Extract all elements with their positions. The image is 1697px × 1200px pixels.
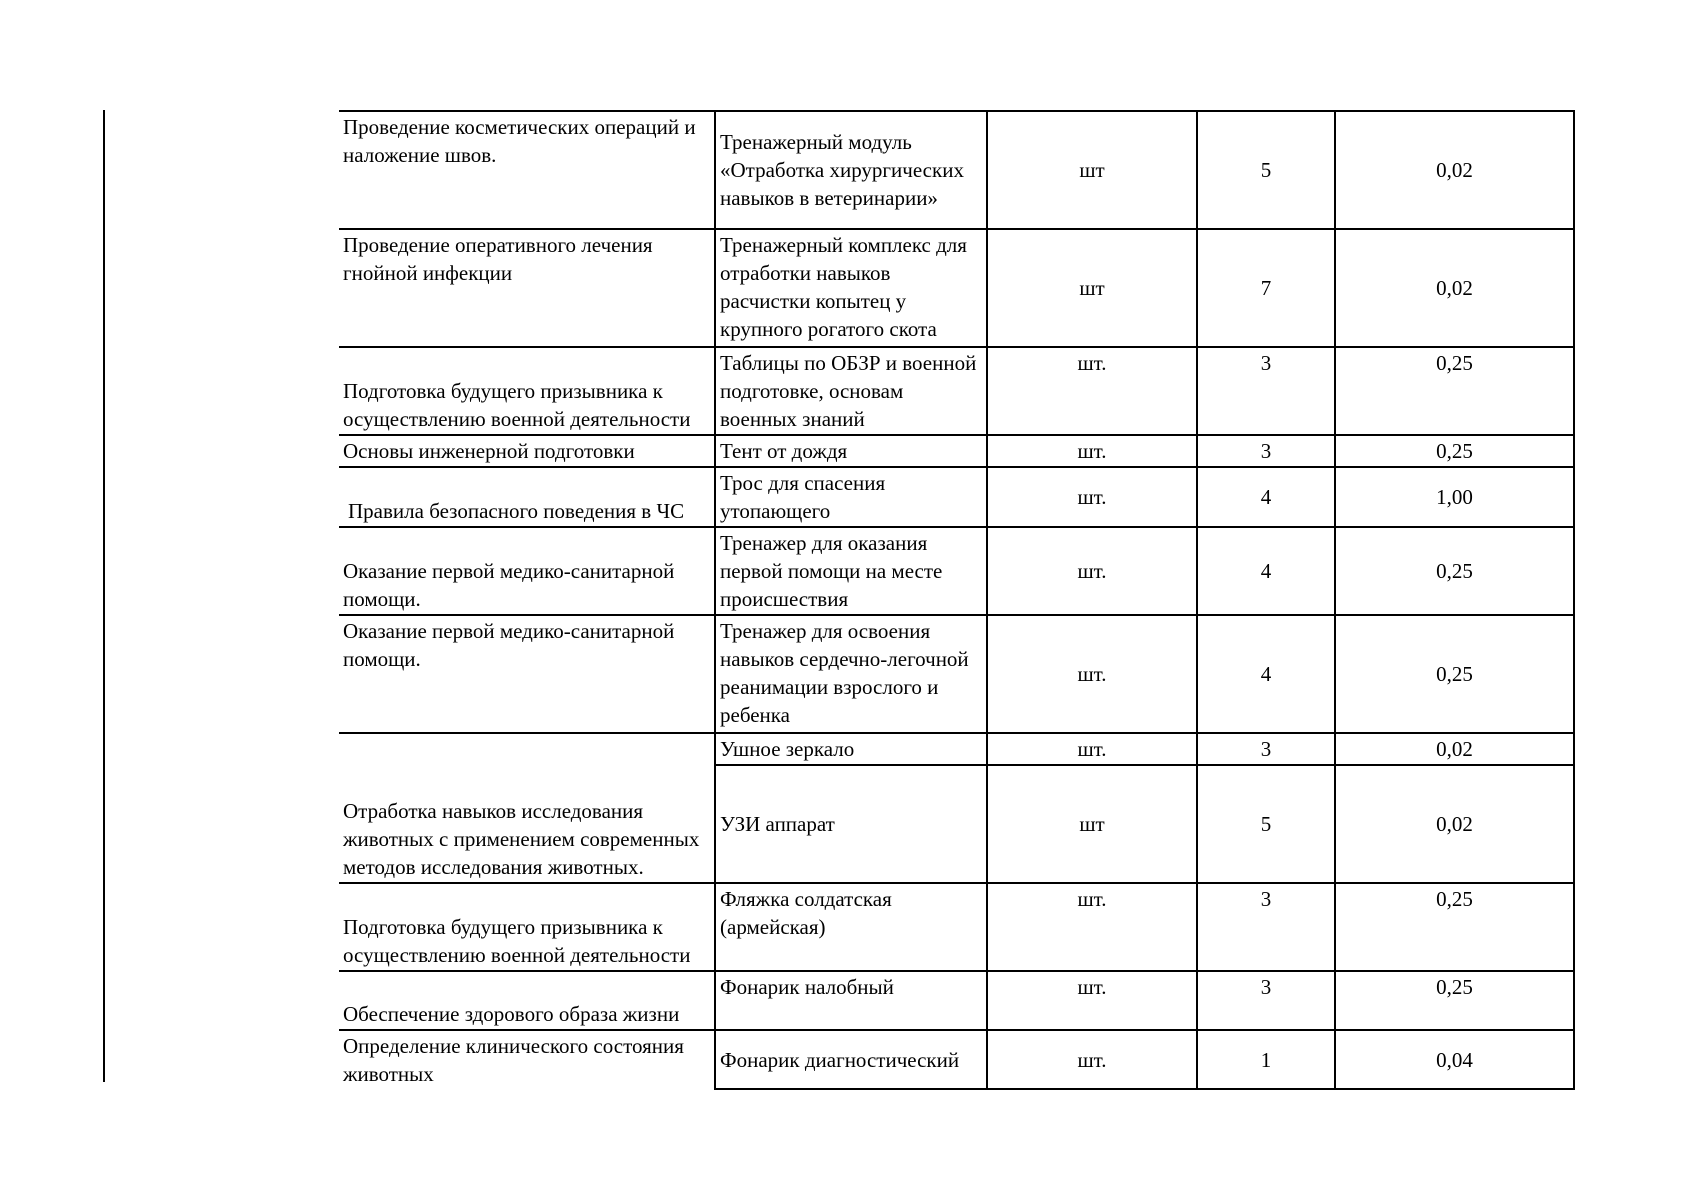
purpose-cell: Проведение оперативного лечения гнойной инфекции — [339, 229, 715, 347]
coefficient-cell: 0,25 — [1335, 971, 1574, 1030]
purpose-cell: Проведение косметических операций и наложение швов. — [339, 111, 715, 229]
coefficient-cell: 0,02 — [1335, 733, 1574, 765]
equipment-cell: Фонарик диагностический — [715, 1030, 987, 1089]
quantity-cell: 4 — [1197, 615, 1335, 733]
table-row — [339, 883, 1574, 971]
unit-cell: шт. — [987, 615, 1197, 733]
unit-cell: шт. — [987, 467, 1197, 527]
unit-cell: шт. — [987, 971, 1197, 1030]
table-row — [339, 229, 1574, 347]
left-margin-rule — [103, 110, 105, 1082]
coefficient-cell: 0,25 — [1335, 615, 1574, 733]
quantity-cell: 1 — [1197, 1030, 1335, 1089]
purpose-cell: Оказание первой медико-санитарной помощи. — [339, 615, 715, 733]
table-row — [339, 615, 1574, 733]
unit-cell: шт. — [987, 347, 1197, 435]
unit-cell: шт. — [987, 527, 1197, 615]
table-row — [339, 1030, 1574, 1089]
purpose-cell: Обеспечение здорового образа жизни — [339, 971, 715, 1030]
purpose-cell: Определение клинического состояния животных — [339, 1030, 715, 1089]
quantity-cell: 5 — [1197, 111, 1335, 229]
equipment-cell: УЗИ аппарат — [715, 765, 987, 883]
quantity-cell: 3 — [1197, 971, 1335, 1030]
purpose-cell: Основы инженерной подготовки — [339, 435, 715, 467]
unit-cell: шт — [987, 111, 1197, 229]
equipment-cell: Тренажерный модуль «Отработка хирургических навыков в ветеринарии» — [715, 111, 987, 229]
equipment-cell: Ушное зеркало — [715, 733, 987, 765]
purpose-cell: Оказание первой медико-санитарной помощи. — [339, 527, 715, 615]
equipment-cell: Фляжка солдатская (армейская) — [715, 883, 987, 971]
table-row — [339, 467, 1574, 527]
equipment-cell: Тренажер для оказания первой помощи на месте происшествия — [715, 527, 987, 615]
unit-cell: шт. — [987, 1030, 1197, 1089]
table-row — [339, 971, 1574, 1030]
table-row — [339, 527, 1574, 615]
coefficient-cell: 0,25 — [1335, 435, 1574, 467]
unit-cell: шт. — [987, 733, 1197, 765]
coefficient-cell: 1,00 — [1335, 467, 1574, 527]
equipment-cell: Тент от дождя — [715, 435, 987, 467]
unit-cell: шт. — [987, 883, 1197, 971]
quantity-cell: 7 — [1197, 229, 1335, 347]
unit-cell: шт — [987, 765, 1197, 883]
table-row — [339, 733, 1574, 765]
purpose-cell: Правила безопасного поведения в ЧС — [339, 467, 715, 527]
purpose-cell: Подготовка будущего призывника к осуществлению военной деятельности — [339, 883, 715, 971]
coefficient-cell: 0,25 — [1335, 347, 1574, 435]
coefficient-cell: 0,25 — [1335, 527, 1574, 615]
quantity-cell: 4 — [1197, 467, 1335, 527]
equipment-cell: Таблицы по ОБЗР и военной подготовке, основам военных знаний — [715, 347, 987, 435]
equipment-cell: Тренажер для освоения навыков сердечно-легочной реанимации взрослого и ребенка — [715, 615, 987, 733]
quantity-cell: 3 — [1197, 883, 1335, 971]
table-row — [339, 111, 1574, 229]
quantity-cell: 5 — [1197, 765, 1335, 883]
quantity-cell: 3 — [1197, 733, 1335, 765]
coefficient-cell: 0,25 — [1335, 883, 1574, 971]
unit-cell: шт. — [987, 435, 1197, 467]
quantity-cell: 3 — [1197, 347, 1335, 435]
unit-cell: шт — [987, 229, 1197, 347]
coefficient-cell: 0,02 — [1335, 111, 1574, 229]
table-row — [339, 347, 1574, 435]
equipment-cell: Фонарик налобный — [715, 971, 987, 1030]
quantity-cell: 4 — [1197, 527, 1335, 615]
equipment-cell: Тренажерный комплекс для отработки навыков расчистки копытец у крупного рогатого скота — [715, 229, 987, 347]
table-row — [339, 435, 1574, 467]
equipment-cell: Трос для спасения утопающего — [715, 467, 987, 527]
purpose-cell: Подготовка будущего призывника к осуществлению военной деятельности — [339, 347, 715, 435]
purpose-cell: Отработка навыков исследования животных с применением современных методов исследования животных. — [339, 733, 715, 883]
coefficient-cell: 0,04 — [1335, 1030, 1574, 1089]
equipment-table — [339, 110, 1575, 1090]
coefficient-cell: 0,02 — [1335, 765, 1574, 883]
coefficient-cell: 0,02 — [1335, 229, 1574, 347]
quantity-cell: 3 — [1197, 435, 1335, 467]
